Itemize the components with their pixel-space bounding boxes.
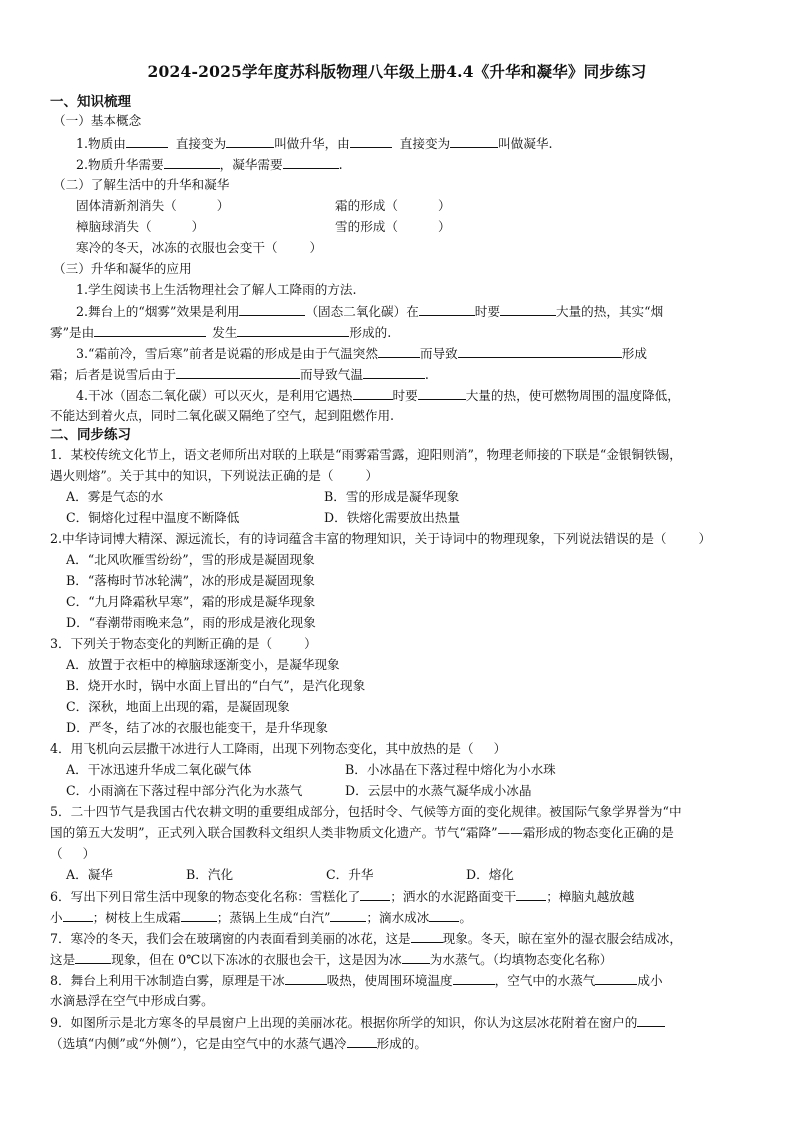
answer-blank[interactable] [429,909,459,922]
subsection-basic-concepts: （一）基本概念 [53,113,142,128]
answer-blank[interactable] [126,135,168,148]
question-3-option-c[interactable]: C．深秋，地面上出现的霜，是凝固现象 [66,699,290,714]
question-7-line-1: 7．寒冷的冬天，我们会在玻璃窗的内表面看到美丽的冰花，这是 现象。冬天，晾在室外的湿衣服会结成冰， [50,931,682,946]
subsection-daily-life: （二）了解生活中的升华和凝华 [53,177,230,192]
question-5-option-b[interactable]: B．汽化 [186,867,234,882]
application-4: 4.干冰（固态二氧化碳）可以灭火，是利用它遇热 时要 大量的热，使可燃物周围的温度降低， [76,388,680,403]
answer-blank[interactable] [176,366,300,379]
answer-blank[interactable] [350,135,392,148]
question-5-option-a[interactable]: A．凝华 [66,867,113,882]
answer-blank[interactable] [181,909,217,922]
answer-blank[interactable] [637,1014,665,1027]
section-heading-practice: 二、同步练习 [50,427,131,443]
answer-blank[interactable] [285,972,327,985]
question-2-option-c[interactable]: C．“九月降霜秋早寒”，霜的形成是凝华现象 [66,594,316,609]
question-4-option-c[interactable]: C．小雨滴在下落过程中部分汽化为水蒸气 [66,783,303,798]
question-2-option-a[interactable]: A．“北风吹雁雪纷纷”，雪的形成是凝固现象 [66,552,315,567]
concept-q2: 2.物质升华需要 ，凝华需要 . [76,157,343,172]
answer-blank[interactable] [453,972,495,985]
phenomenon-frozen-clothes: 寒冷的冬天，冰冻的衣服也会变干（ ） [76,240,323,255]
question-5-option-c[interactable]: C．升华 [326,867,374,882]
application-2: 2.舞台上的“烟雾”效果是利用 （固态二氧化碳）在 时要 大量的热，其实“烟 [76,304,664,319]
question-1-option-c[interactable]: C．铜熔化过程中温度不断降低 [66,510,240,525]
answer-blank[interactable] [283,156,339,169]
question-9-line-1: 9．如图所示是北方寒冬的早晨窗户上出现的美丽冰花。根据你所学的知识，你认为这层冰花附着在窗户的 [50,1014,665,1031]
question-1-line-2: 遇火则熔”。关于其中的知识，下列说法正确的是（ ） [50,468,379,483]
answer-blank[interactable] [378,345,420,358]
phenomenon-camphor: 樟脑球消失（ ） [76,219,205,234]
question-1-option-a[interactable]: A．雾是气态的水 [66,489,164,504]
answer-blank[interactable] [516,888,546,901]
answer-blank[interactable] [418,387,466,400]
section-heading-knowledge: 一、知识梳理 [50,94,131,110]
question-2-option-d[interactable]: D．“春潮带雨晚来急”，雨的形成是液化现象 [66,615,316,630]
question-2-option-b[interactable]: B．“落梅时节冰轮满”，冰的形成是凝固现象 [66,573,315,588]
question-9-line-2: （选填“内侧”或“外侧”），它是由空气中的水蒸气遇冷 形成的。 [50,1036,427,1051]
answer-blank[interactable] [411,930,443,943]
question-4-option-a[interactable]: A．干冰迅速升华成二氧化碳气体 [66,762,252,777]
question-3-option-a[interactable]: A．放置于衣柜中的樟脑球逐渐变小，是凝华现象 [66,657,340,672]
answer-blank[interactable] [458,345,622,358]
question-4-option-b[interactable]: B．小冰晶在下落过程中熔化为小水珠 [345,762,556,777]
concept-q1: 1.物质由 直接变为 叫做升华，由 直接变为 叫做凝华. [76,136,553,151]
answer-blank[interactable] [419,303,475,316]
question-3-option-b[interactable]: B．烧开水时，锅中水面上冒出的“白气”，是汽化现象 [66,678,366,693]
question-8-line-1: 8．舞台上利用干冰制造白雾，原理是干冰 吸热，使周围环境温度 ，空气中的水蒸气 成小 [50,973,663,988]
application-1: 1.学生阅读书上生活物理社会了解人工降雨的方法. [76,282,357,297]
question-1-option-d[interactable]: D．铁熔化需要放出热量 [324,510,461,525]
phenomenon-frost: 霜的形成（ ） [335,198,451,213]
question-8-line-2: 水滴悬浮在空气中形成白雾。 [50,993,214,1008]
answer-blank[interactable] [450,135,498,148]
answer-blank[interactable] [595,972,637,985]
phenomenon-snow: 雪的形成（ ） [335,219,451,234]
application-3-cont: 霜；后者是说雪后由于 而导致气温 . [50,367,429,382]
subsection-applications: （三）升华和凝华的应用 [53,261,192,276]
answer-blank[interactable] [330,909,366,922]
answer-blank[interactable] [75,951,111,964]
application-4-cont: 不能达到着火点，同时二氧化碳又隔绝了空气，起到阻燃作用. [50,408,395,423]
answer-blank[interactable] [402,951,430,964]
application-2-cont: 雾”是由 发生 形成的. [50,325,392,340]
answer-blank[interactable] [94,324,206,337]
answer-blank[interactable] [63,909,93,922]
application-3: 3.“霜前冷，雪后寒”前者是说霜的形成是由于气温突然 而导致 形成 [76,346,647,361]
answer-blank[interactable] [164,156,220,169]
question-5-line-2: 国的第五大发明”，正式列入联合国教科文组织人类非物质文化遗产。节气“霜降”——霜形成的物态变化正确的是 [50,825,674,840]
question-3: 3．下列关于物态变化的判断正确的是（ ） [50,636,317,651]
question-3-option-d[interactable]: D．严冬，结了冰的衣服也能变干，是升华现象 [66,720,328,735]
answer-blank[interactable] [226,135,274,148]
phenomenon-freshener: 固体清新剂消失（ ） [76,198,230,213]
answer-blank[interactable] [360,888,390,901]
page-title: 2024-2025学年度苏科版物理八年级上册4.4《升华和凝华》同步练习 [147,62,647,81]
question-6-line-2: 小 ；树枝上生成霜 ；蒸锅上生成“白汽” ；滴水成冰 。 [50,910,472,925]
question-1-line-1: 1．某校传统文化节上，语文老师所出对联的上联是“雨雾霜雪露，迎阳则消”，物理老师接的下联是“金银铜铁锡， [50,447,682,462]
answer-blank[interactable] [363,366,425,379]
answer-blank[interactable] [500,303,556,316]
answer-blank[interactable] [237,324,349,337]
question-7-line-2: 这是 现象，但在 0℃以下冻冰的衣服也会干，这是因为冰 为水蒸气。（均填物态变化名称） [50,952,613,967]
answer-blank[interactable] [239,303,305,316]
question-1-option-b[interactable]: B．雪的形成是凝华现象 [324,489,460,504]
question-4-option-d[interactable]: D．云层中的水蒸气凝华成小冰晶 [345,783,532,798]
question-5-line-3: （ ） [50,846,96,861]
question-2: 2.中华诗词博大精深、源远流长，有的诗词蕴含丰富的物理知识，关于诗词中的物理现象，下列说法错误的是（ ） [50,531,712,546]
question-6-line-1: 6．写出下列日常生活中现象的物态变化名称：雪糕化了 ；洒水的水泥路面变干 ；樟脑丸越放越 [50,889,635,904]
question-4: 4．用飞机向云层撒干冰进行人工降雨，出现下列物态变化，其中放热的是（ ） [50,741,507,756]
answer-blank[interactable] [353,387,393,400]
question-5-option-d[interactable]: D．熔化 [466,867,514,882]
question-5-line-1: 5．二十四节气是我国古代农耕文明的重要组成部分，包括时令、气候等方面的变化规律。被国际气象学界誉为“中 [50,804,682,819]
answer-blank[interactable] [347,1035,377,1048]
